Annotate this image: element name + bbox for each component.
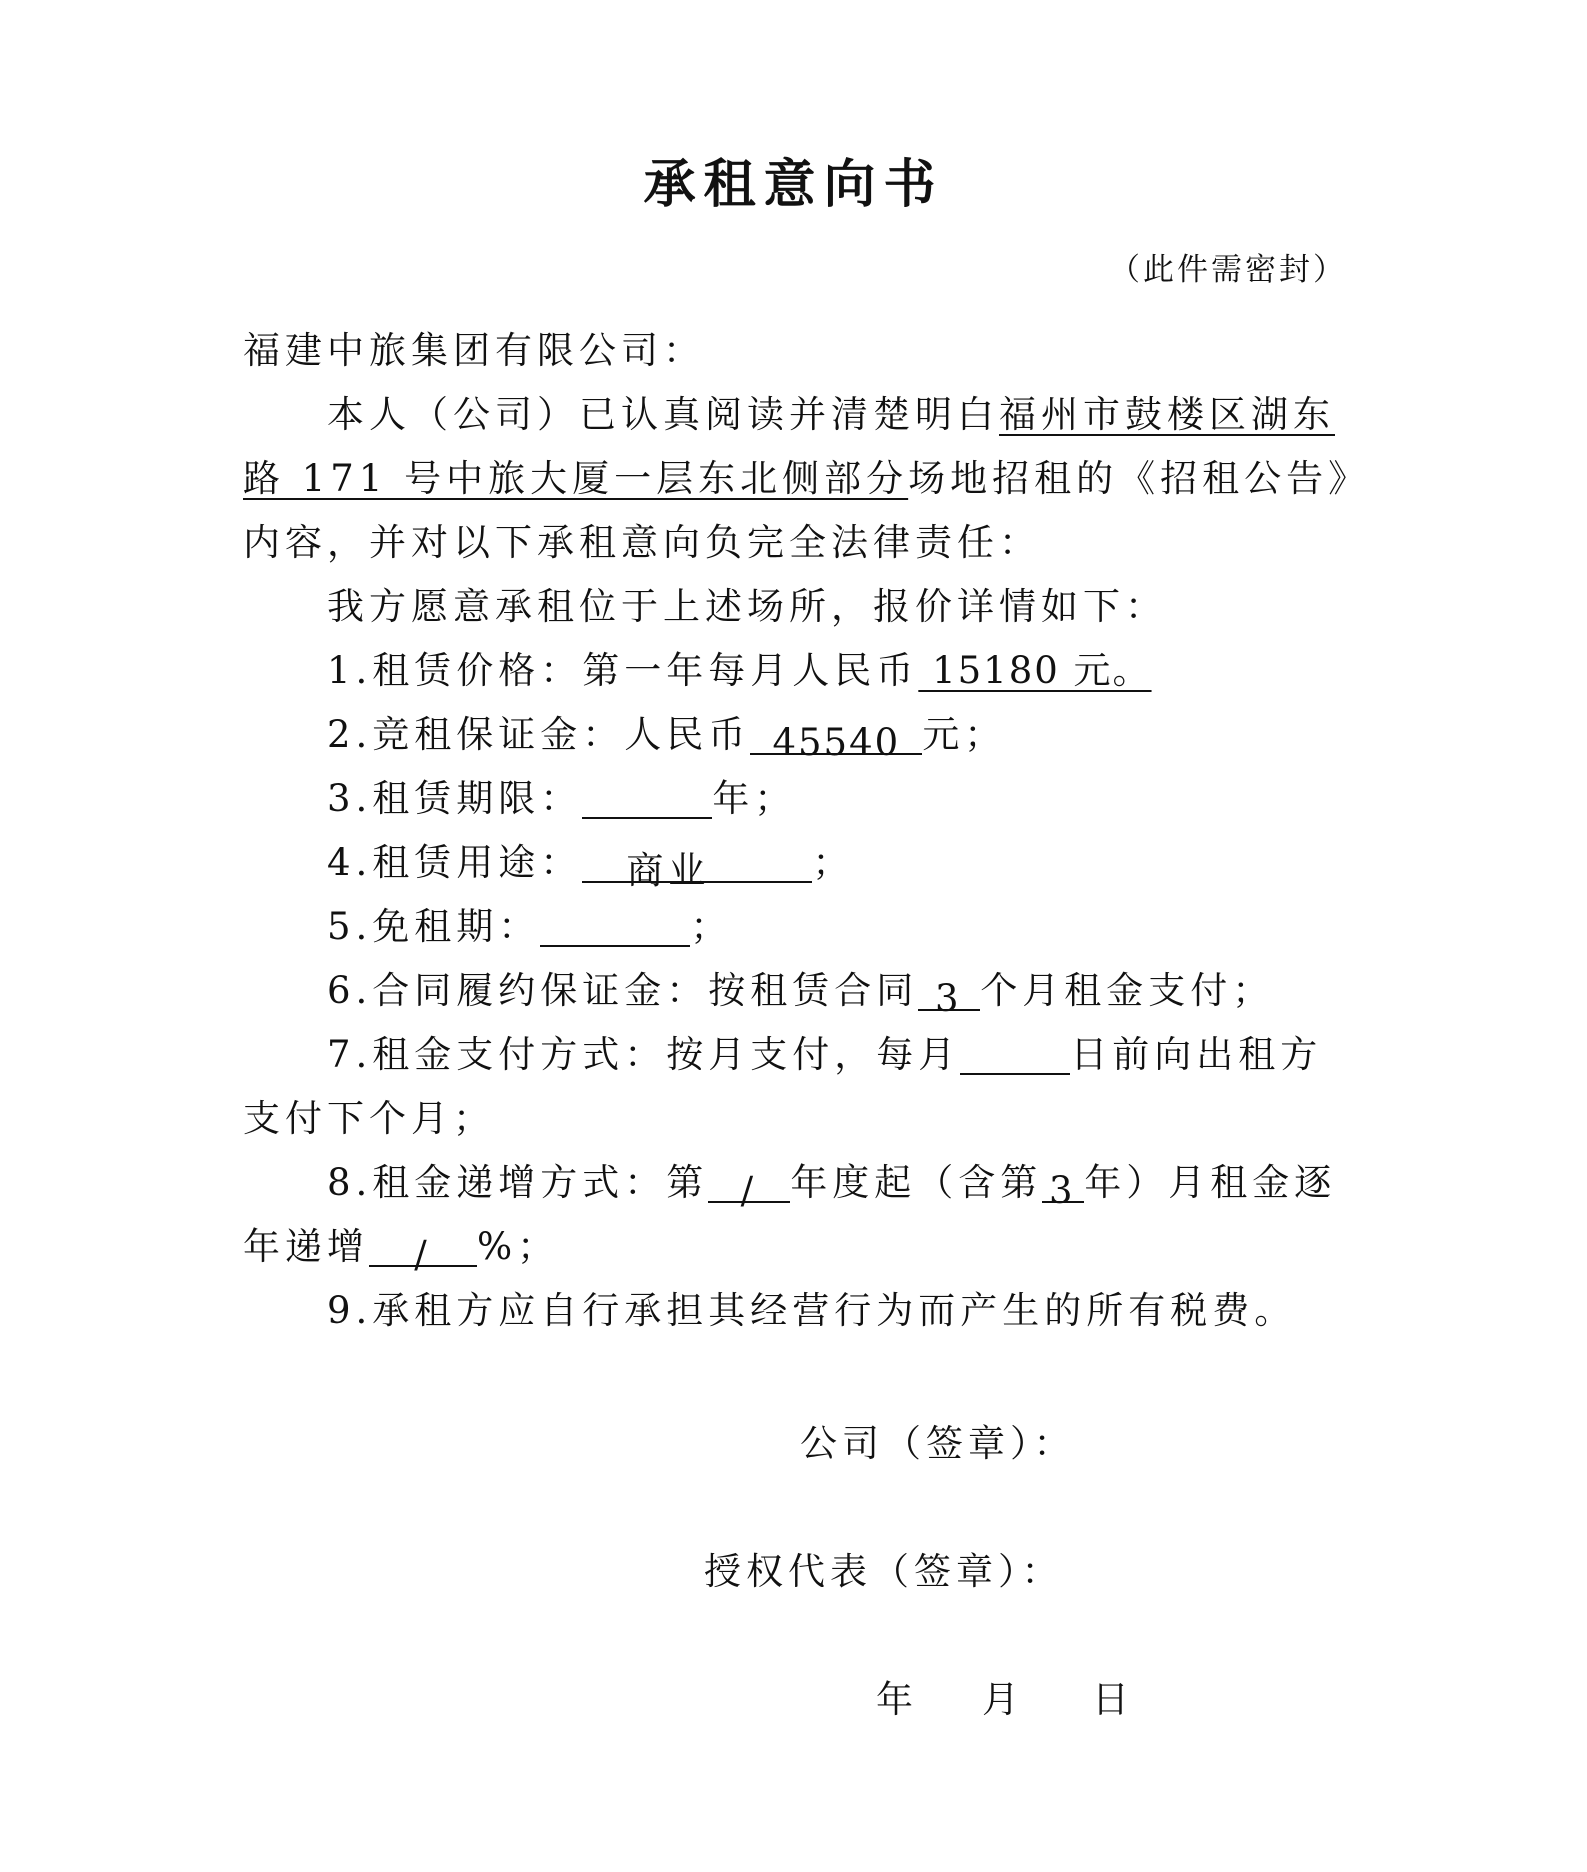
bond-months-value: 3	[918, 967, 980, 1011]
location-text-1: 福州市鼓楼区湖东	[999, 393, 1335, 436]
payment-day-blank	[960, 1031, 1070, 1075]
deposit-value: 45540	[750, 711, 922, 755]
item-suffix: ；	[812, 841, 855, 884]
company-signature-label: 公司（签章）：	[800, 1422, 1076, 1465]
item-label: 2.竞租保证金：人民币	[327, 713, 751, 756]
item-suffix: 年；	[712, 777, 797, 820]
intro-line-2	[243, 447, 1371, 511]
item-performance-bond	[243, 959, 1355, 1023]
item-payment-method-line-2: 支付下个月；	[243, 1097, 495, 1140]
document-body	[243, 319, 1371, 1343]
item-label: 6.合同履约保证金：按租赁合同	[327, 969, 919, 1012]
item-suffix: 个月租金支付；	[980, 969, 1275, 1012]
offer-intro: 我方愿意承租位于上述场所，报价详情如下：	[327, 585, 1167, 628]
item-suffix: %；	[477, 1225, 560, 1268]
date-day-label: 日	[1092, 1678, 1129, 1721]
item-rent-increase	[243, 1151, 1355, 1215]
rent-free-blank	[540, 903, 690, 947]
item-rent-price	[243, 639, 1355, 703]
item-rent-increase-line-2	[243, 1215, 1355, 1279]
item-label: 5.免租期：	[327, 905, 541, 948]
item-lease-use	[243, 831, 1355, 895]
increase-start-year-value: /	[708, 1159, 790, 1203]
lease-term-blank	[582, 775, 712, 819]
increase-year-value: 3	[1042, 1159, 1084, 1203]
item-rent-free	[243, 895, 1355, 959]
item-suffix: 年）月租金逐	[1084, 1161, 1337, 1204]
item-deposit	[243, 703, 1355, 767]
item-label: 1.租赁价格：第一年每月人民币	[327, 649, 919, 692]
intro-text: 本人（公司）已认真阅读并清楚明白	[327, 393, 999, 436]
addressee: 福建中旅集团有限公司：	[243, 329, 705, 372]
increase-rate-value: /	[369, 1223, 477, 1267]
item-label: 3.租赁期限：	[327, 777, 583, 820]
item-payment-method	[243, 1023, 1355, 1087]
date-month-label: 月	[982, 1678, 1019, 1721]
item-label: 7.租金支付方式：按月支付，每月	[327, 1033, 961, 1076]
representative-signature-label: 授权代表（签章）：	[704, 1550, 1064, 1593]
item-label: 年递增	[243, 1225, 369, 1268]
item-mid: 年度起（含第	[790, 1161, 1043, 1204]
intro-line-1	[243, 383, 1355, 447]
document-title: 承租意向书	[643, 154, 944, 215]
intro-line-3: 内容，并对以下承租意向负完全法律责任：	[243, 521, 1041, 564]
item-suffix: 元；	[922, 713, 1007, 756]
date-year-label: 年	[876, 1678, 913, 1721]
seal-note: （此件需密封）	[1109, 252, 1347, 288]
item-taxes: 9.承租方应自行承担其经营行为而产生的所有税费。	[327, 1289, 1297, 1332]
rent-price-value: 15180 元。	[918, 649, 1152, 692]
item-lease-term	[243, 767, 1355, 831]
item-label: 4.租赁用途：	[327, 841, 583, 884]
item-suffix: ；	[690, 905, 733, 948]
location-text-2: 路 171 号中旅大厦一层东北侧部分	[243, 457, 909, 500]
lease-use-value: 商业	[582, 839, 812, 883]
item-label: 8.租金递增方式：第	[327, 1161, 709, 1204]
intro-text-2: 场地招租的《招租公告》	[908, 457, 1371, 500]
item-suffix: 日前向出租方	[1070, 1033, 1323, 1076]
